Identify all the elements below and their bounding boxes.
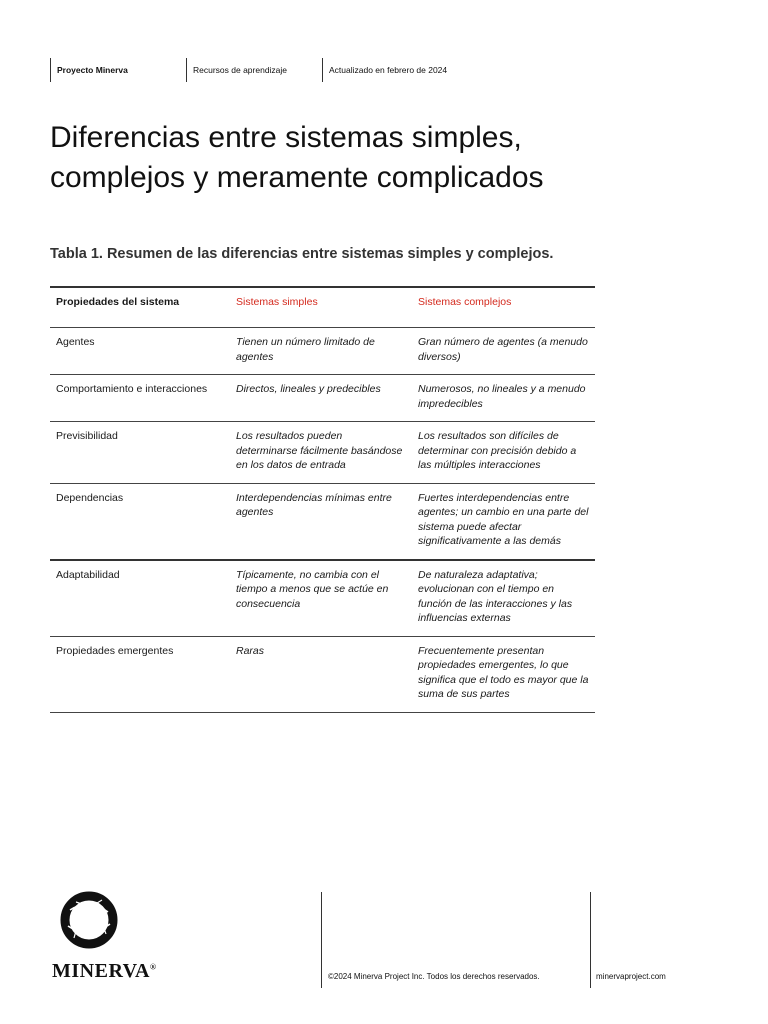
table-row — [50, 560, 595, 637]
footer-url: minervaproject.com — [596, 972, 666, 981]
row-simple: Los resultados pueden determinarse fácilmente basándose en los datos de entrada — [236, 430, 403, 471]
table-row — [50, 483, 595, 560]
footer-copyright: ©2024 Minerva Project Inc. Todos los derechos reservados. — [328, 972, 540, 981]
row-complex: Gran número de agentes (a menudo diversos) — [418, 336, 588, 363]
minerva-logo — [52, 888, 170, 988]
row-complex: De naturaleza adaptativa; evolucionan con el tiempo en función de las interacciones y las influencias externas — [418, 568, 573, 624]
registered-mark: ® — [150, 962, 157, 972]
row-property: Dependencias — [56, 491, 124, 504]
header-properties: Propiedades del sistema — [56, 296, 180, 308]
row-property: Agentes — [56, 336, 95, 348]
title-line-2: complejos y meramente complicados — [50, 161, 544, 194]
header-resources: Recursos de aprendizaje — [186, 58, 322, 82]
logo-wordmark — [52, 960, 156, 983]
row-property: Adaptabilidad — [56, 568, 120, 581]
header-project: Proyecto Minerva — [50, 58, 186, 82]
table-header-row — [50, 287, 595, 328]
table-row — [50, 636, 595, 712]
row-property: Previsibilidad — [56, 430, 118, 442]
row-property: Comportamiento e interacciones — [56, 383, 208, 395]
header-simple-systems: Sistemas simples — [236, 296, 318, 308]
row-simple: Típicamente, no cambia con el tiempo a menos que se actúe en consecuencia — [236, 568, 389, 610]
row-complex: Numerosos, no lineales y a menudo impredecibles — [418, 383, 586, 410]
footer-divider — [321, 892, 322, 988]
row-simple: Raras — [236, 644, 265, 657]
row-complex: Frecuentemente presentan propiedades emergentes, lo que significa que el todo es mayor que la suma de sus partes — [418, 644, 589, 700]
row-property: Propiedades emergentes — [56, 644, 174, 657]
header-strip — [50, 58, 529, 82]
header-complex-systems: Sistemas complejos — [418, 296, 512, 308]
comparison-table — [50, 286, 595, 713]
row-complex: Fuertes interdependencias entre agentes; un cambio en una parte del sistema puede afectar significativamente a las demás — [418, 491, 589, 547]
title-line-1: Diferencias entre sistemas simples, — [50, 121, 522, 154]
footer-divider — [590, 892, 591, 988]
row-simple: Tienen un número limitado de agentes — [236, 336, 375, 363]
table-caption: Tabla 1. Resumen de las diferencias entre sistemas simples y complejos. — [50, 246, 554, 262]
header-updated: Actualizado en febrero de 2024 — [322, 58, 529, 82]
minerva-ring-icon — [58, 888, 120, 952]
page-title — [50, 118, 670, 198]
table-row — [50, 375, 595, 422]
row-simple: Directos, lineales y predecibles — [236, 383, 381, 395]
logo-text: MINERVA — [52, 960, 150, 982]
table-row — [50, 328, 595, 375]
table-row — [50, 422, 595, 484]
row-simple: Interdependencias mínimas entre agentes — [236, 491, 392, 518]
row-complex: Los resultados son difíciles de determinar con precisión debido a las múltiples interacciones — [418, 430, 577, 471]
